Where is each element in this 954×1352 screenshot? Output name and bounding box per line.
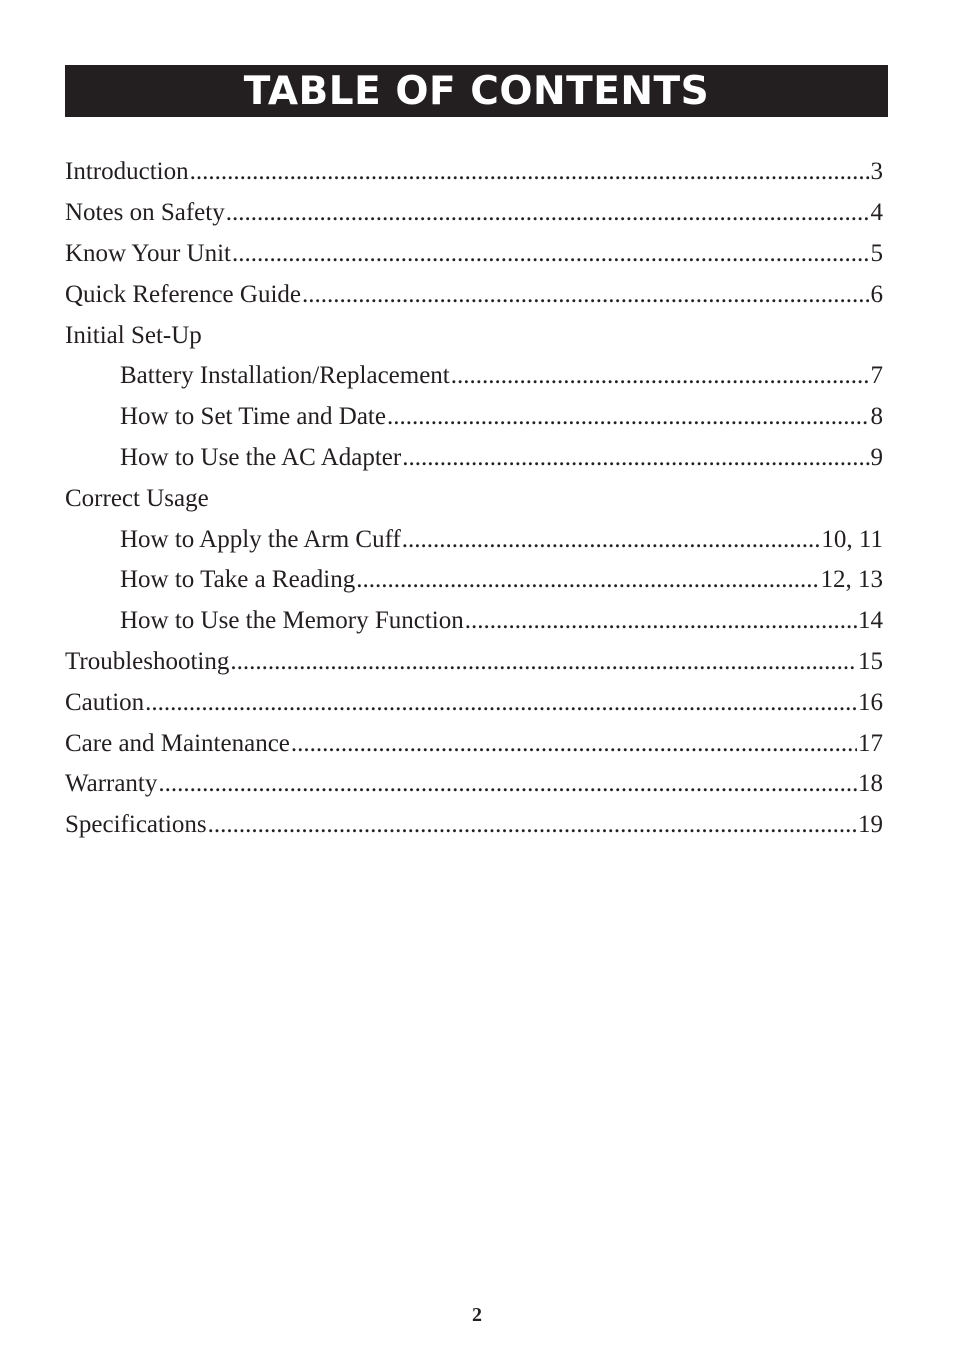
- toc-entry-label: How to Use the AC Adapter: [120, 443, 402, 471]
- dot-leader: [465, 607, 857, 635]
- toc-entry-caution[interactable]: [65, 682, 883, 723]
- toc-entry-battery-installation[interactable]: [65, 356, 883, 397]
- toc-entry-label: How to Use the Memory Function: [120, 607, 464, 635]
- dot-leader: [387, 403, 870, 431]
- toc-section-initial-set-up: [65, 315, 883, 356]
- dot-leader: [451, 362, 870, 390]
- toc-entry-label: Specifications: [65, 811, 207, 839]
- toc-entry-page: 9: [870, 443, 883, 471]
- toc-entry-label: Warranty: [65, 770, 158, 798]
- toc-entry-page: 7: [870, 362, 883, 390]
- toc-entry-introduction[interactable]: [65, 152, 883, 193]
- toc-entry-page: 15: [858, 647, 883, 675]
- dot-leader: [226, 199, 870, 227]
- dot-leader: [302, 281, 870, 309]
- toc-entry-label: Care and Maintenance: [65, 729, 290, 757]
- dot-leader: [232, 240, 869, 268]
- toc-entry-label: How to Take a Reading: [120, 566, 356, 594]
- dot-leader: [356, 566, 819, 594]
- toc-entry-page: 3: [870, 158, 883, 186]
- toc-entry-take-a-reading[interactable]: [65, 560, 883, 601]
- toc-entry-specifications[interactable]: [65, 805, 883, 846]
- toc-entry-care-and-maintenance[interactable]: [65, 723, 883, 764]
- toc-entry-label: Know Your Unit: [65, 239, 232, 267]
- toc-entry-label: How to Set Time and Date: [120, 403, 386, 431]
- toc-entry-page: 4: [870, 199, 883, 227]
- toc-entry-label: How to Apply the Arm Cuff: [120, 525, 401, 553]
- toc-entry-apply-arm-cuff[interactable]: [65, 519, 883, 560]
- toc-entry-label: Quick Reference Guide: [65, 280, 301, 308]
- toc-entry-page: 8: [870, 403, 883, 431]
- toc-entry-page: 6: [870, 280, 883, 308]
- toc-entry-page: 12, 13: [820, 566, 883, 594]
- toc-entry-quick-reference-guide[interactable]: [65, 274, 883, 315]
- dot-leader: [158, 770, 857, 798]
- dot-leader: [402, 526, 821, 554]
- toc-entry-troubleshooting[interactable]: [65, 642, 883, 683]
- toc-entry-label: Battery Installation/Replacement: [120, 362, 450, 390]
- toc-entry-page: 17: [858, 729, 883, 757]
- table-of-contents: [65, 152, 883, 846]
- title-banner: [65, 65, 888, 117]
- dot-leader: [190, 158, 870, 186]
- toc-section-label: Initial Set-Up: [65, 321, 202, 349]
- toc-entry-memory-function[interactable]: [65, 601, 883, 642]
- toc-entry-label: Notes on Safety: [65, 199, 225, 227]
- toc-entry-page: 5: [870, 239, 883, 267]
- toc-entry-page: 16: [858, 688, 883, 716]
- toc-entry-page: 19: [858, 811, 883, 839]
- toc-entry-notes-on-safety[interactable]: [65, 193, 883, 234]
- dot-leader: [402, 444, 869, 472]
- page-number: 2: [472, 1304, 482, 1326]
- toc-entry-page: 10, 11: [821, 525, 883, 553]
- dot-leader: [230, 648, 857, 676]
- toc-section-correct-usage: [65, 478, 883, 519]
- dot-leader: [145, 689, 857, 717]
- dot-leader: [291, 730, 857, 758]
- toc-entry-page: 14: [858, 607, 883, 635]
- page-title: TABLE OF CONTENTS: [243, 68, 710, 114]
- toc-entry-know-your-unit[interactable]: [65, 234, 883, 275]
- toc-entry-ac-adapter[interactable]: [65, 438, 883, 479]
- toc-section-label: Correct Usage: [65, 484, 209, 512]
- toc-entry-label: Caution: [65, 688, 145, 716]
- toc-entry-set-time-and-date[interactable]: [65, 397, 883, 438]
- toc-entry-label: Introduction: [65, 158, 189, 186]
- toc-entry-warranty[interactable]: [65, 764, 883, 805]
- toc-entry-page: 18: [858, 770, 883, 798]
- toc-entry-label: Troubleshooting: [65, 647, 230, 675]
- dot-leader: [208, 811, 857, 839]
